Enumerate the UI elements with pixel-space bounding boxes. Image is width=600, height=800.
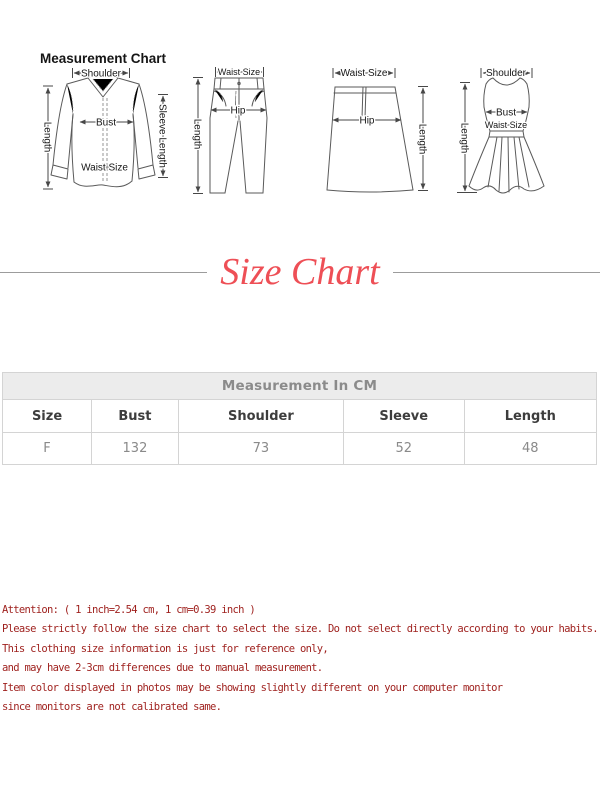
col-header-size: Size <box>3 400 92 433</box>
cell-size: F <box>3 433 92 465</box>
shirt-bust-label: Bust <box>95 117 117 129</box>
shirt-shoulder-label: Shoulder <box>80 68 122 80</box>
dress-waist-label: Waist Size <box>484 120 528 130</box>
attention-line-5: Item color displayed in photos may be showing slightly different on your computer monitor <box>2 681 503 694</box>
cell-length: 48 <box>464 433 596 465</box>
table-header-row <box>3 400 597 433</box>
attention-line-1: Attention: ( 1 inch=2.54 cm, 1 cm=0.39 inch ) <box>2 604 255 616</box>
attention-line-6: since monitors are not calibrated same. <box>2 701 222 714</box>
pants-hip-label: Hip <box>230 105 246 117</box>
table-data-row <box>3 433 597 465</box>
pants-length-label: Length <box>191 118 203 150</box>
size-chart-heading: Size Chart <box>220 251 380 293</box>
skirt-diagram <box>322 62 434 194</box>
skirt-waist-label: Waist Size <box>340 68 388 79</box>
table-caption-row <box>3 373 597 400</box>
measurement-chart-title: Measurement Chart <box>40 51 167 66</box>
col-header-length: Length <box>464 400 596 433</box>
skirt-measure-arrows <box>333 68 428 191</box>
size-table <box>2 372 597 465</box>
table-caption: Measurement In CM <box>3 373 597 400</box>
attention-line-2: Please strictly follow the size chart to select the size. Do not select directly according to your habits. <box>2 623 598 636</box>
dress-drawing <box>469 78 544 193</box>
attention-notes <box>2 601 600 717</box>
pants-drawing <box>210 78 267 193</box>
shirt-waist-label: Waist Size <box>81 162 128 174</box>
skirt-hip-label: Hip <box>359 115 375 127</box>
divider-line-right <box>393 272 600 273</box>
dress-shoulder-label: Shoulder <box>485 68 527 79</box>
skirt-drawing <box>327 87 413 192</box>
col-header-sleeve: Sleeve <box>343 400 464 433</box>
col-header-bust: Bust <box>92 400 179 433</box>
pants-diagram <box>188 62 278 197</box>
skirt-length-label: Length <box>416 123 428 155</box>
cell-bust: 132 <box>92 433 179 465</box>
shirt-sleeve-length-label: Sleeve Length <box>156 104 168 168</box>
pants-measure-arrows <box>193 67 266 194</box>
cell-sleeve: 52 <box>343 433 464 465</box>
pants-waist-label: Waist Size <box>217 67 261 77</box>
dress-bust-label: Bust <box>495 107 517 119</box>
attention-line-4: and may have 2-3cm differences due to manual measurement. <box>2 662 323 675</box>
cell-shoulder: 73 <box>178 433 343 465</box>
shirt-diagram <box>40 62 170 194</box>
dress-length-label: Length <box>458 122 470 154</box>
size-chart-divider <box>0 250 600 294</box>
attention-line-3: This clothing size information is just for reference only, <box>2 642 329 655</box>
divider-line-left <box>0 272 207 273</box>
col-header-shoulder: Shoulder <box>178 400 343 433</box>
shirt-length-label: Length <box>41 121 53 153</box>
dress-diagram <box>455 62 555 195</box>
